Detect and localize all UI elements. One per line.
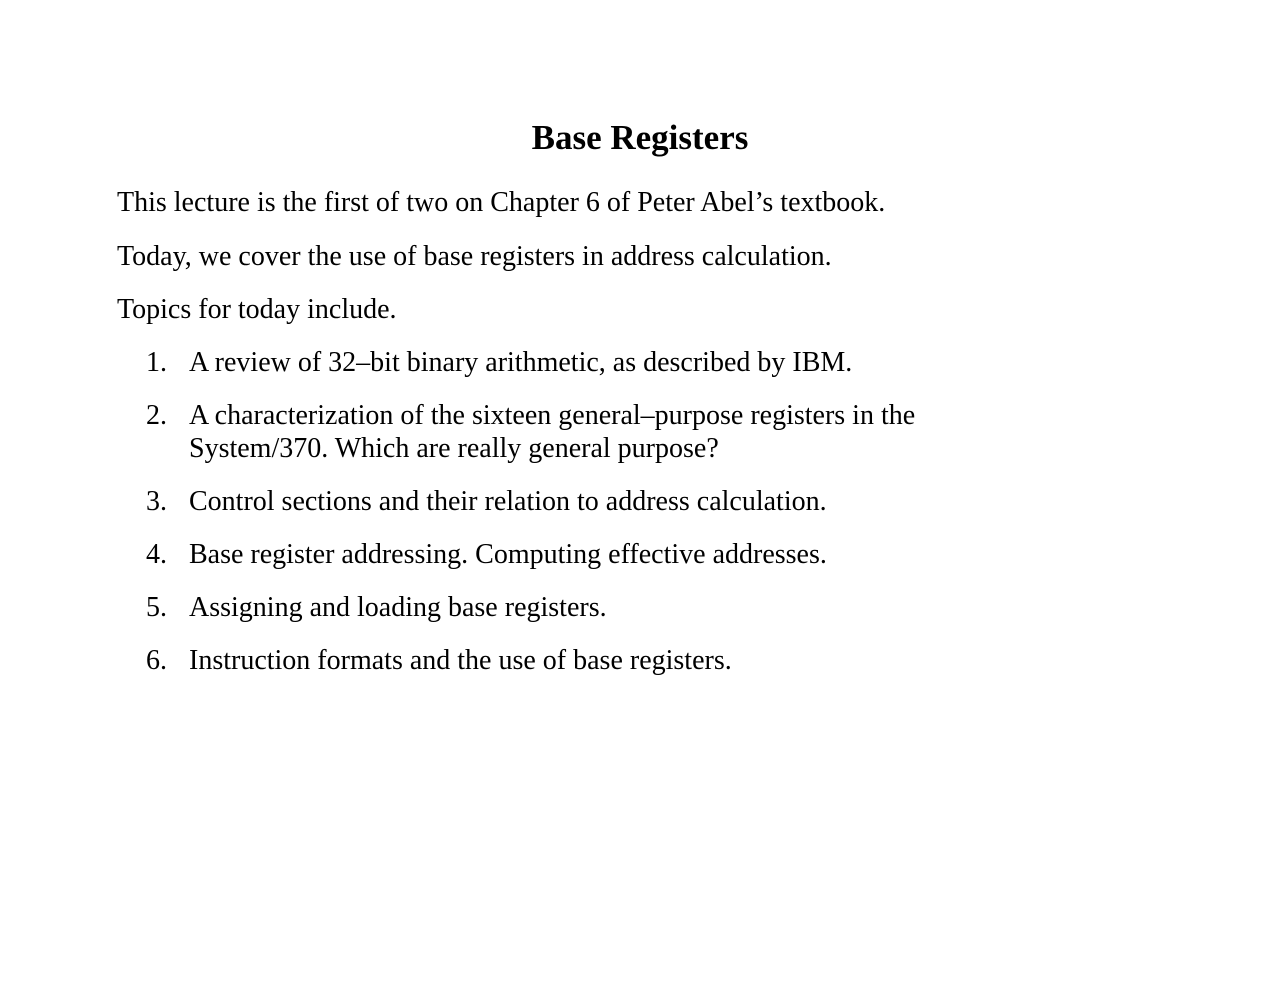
list-item-text: Instruction formats and the use of base registers.	[189, 645, 732, 676]
list-item-text: A review of 32–bit binary arithmetic, as described by IBM.	[189, 347, 853, 378]
page-title: Base Registers	[531, 118, 749, 157]
intro-paragraph: This lecture is the first of two on Chapter 6 of Peter Abel’s textbook.	[117, 187, 886, 218]
overview-paragraph: Today, we cover the use of base registers in address calculation.	[117, 241, 832, 272]
list-item-number: 3.	[146, 486, 167, 517]
list-item-text: A characterization of the sixteen general–purpose registers in the System/370. Which are really general purpose?	[189, 400, 916, 464]
list-item-number: 4.	[146, 539, 167, 570]
list-item-text: Assigning and loading base registers.	[189, 592, 607, 623]
list-item-text: Base register addressing. Computing effective addresses.	[189, 539, 827, 570]
list-item-number: 6.	[146, 645, 167, 676]
list-item-number: 1.	[146, 347, 167, 378]
list-item-number: 2.	[146, 400, 167, 431]
topics-heading-paragraph: Topics for today include.	[117, 294, 397, 325]
list-item-text: Control sections and their relation to address calculation.	[189, 486, 827, 517]
list-item-number: 5.	[146, 592, 167, 623]
